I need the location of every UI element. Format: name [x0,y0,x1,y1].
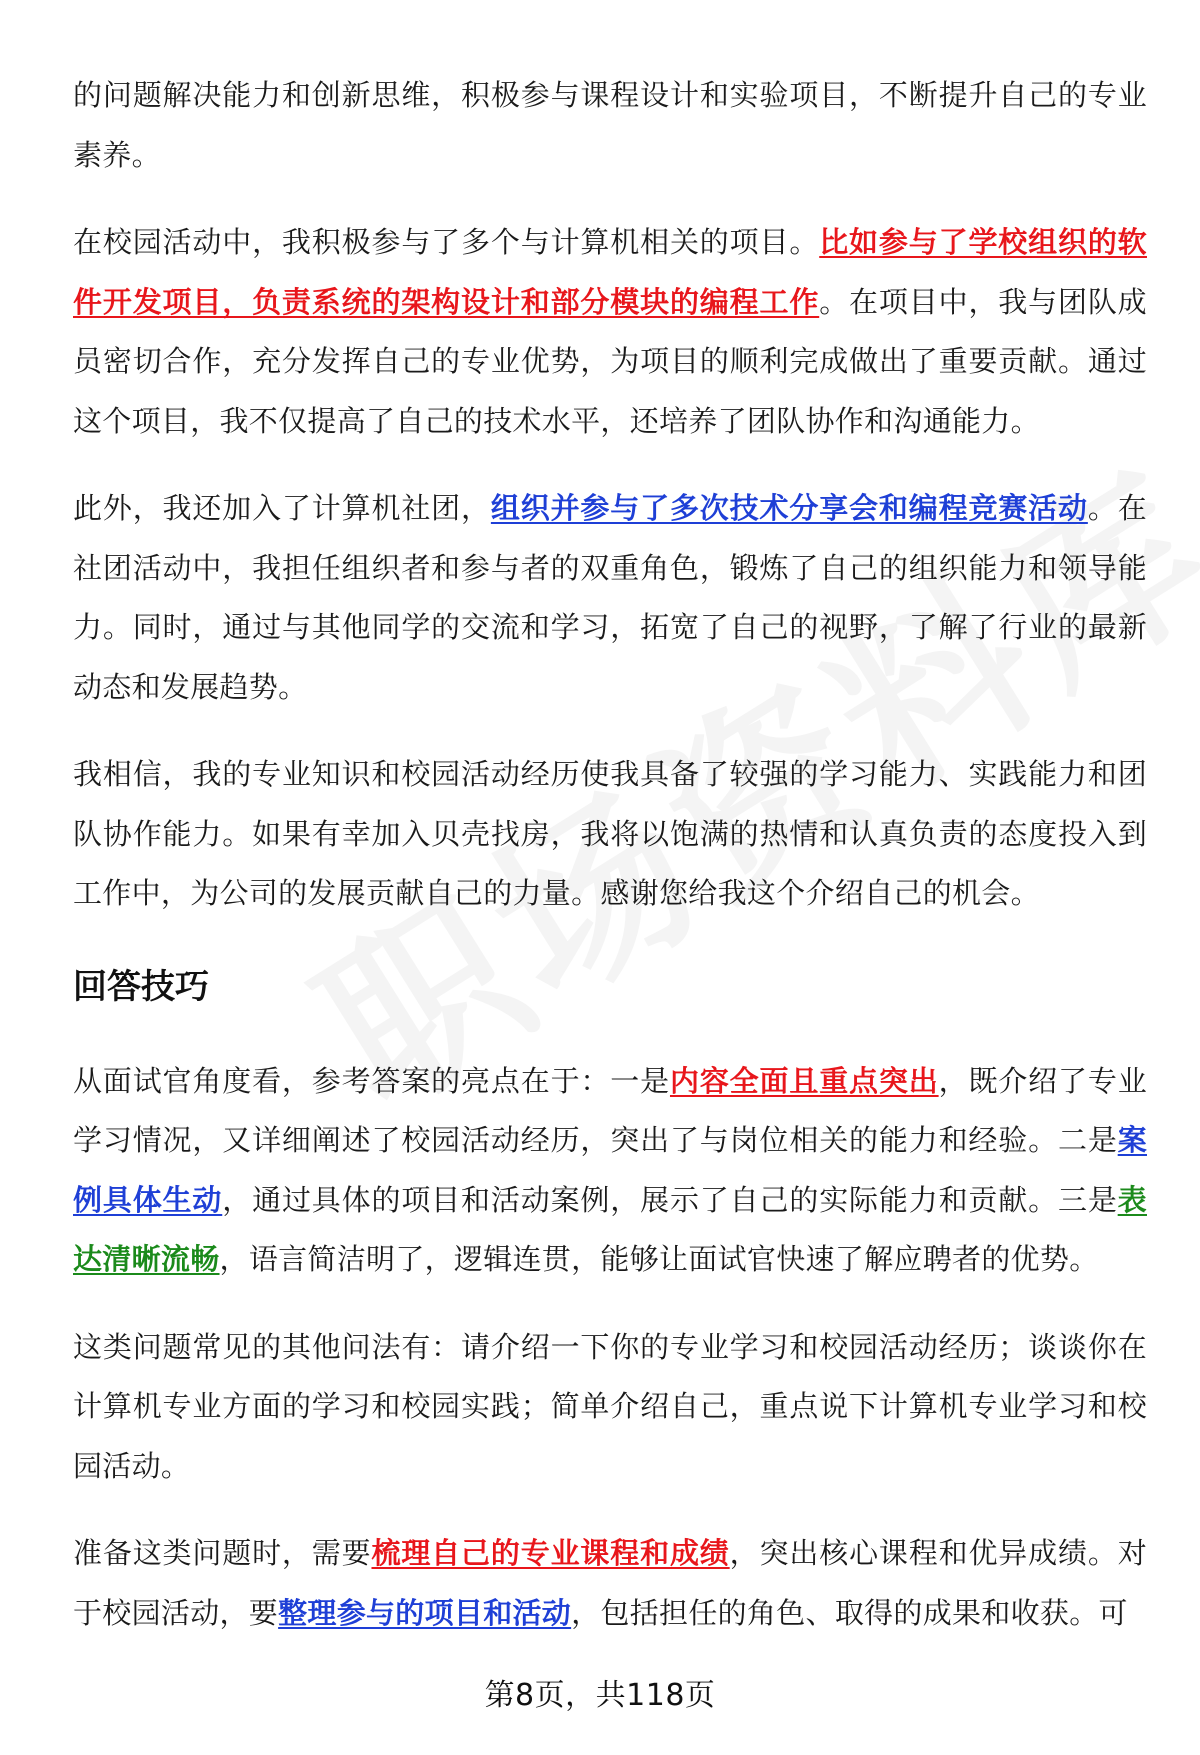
highlighted-text: 比如参与了学校组织的软件开发项目，负责系统的架构设计和部分模块的编程工作 [73,225,1147,319]
document-page [73,66,1147,1671]
body-text: ，语言简洁明了，逻辑连贯，能够让面试官快速了解应聘者的优势。 [219,1242,1099,1276]
highlighted-text: 梳理自己的专业课程和成绩 [371,1536,730,1570]
body-text: ，通过具体的项目和活动案例，展示了自己的实际能力和贡献。三是 [222,1182,1118,1217]
paragraph [73,1524,1147,1643]
highlighted-text: 内容全面且重点突出 [669,1063,939,1098]
body-text: 。在项目中，我与团队成员密切合作，充分发挥自己的专业优势，为项目的顺利完成做出了重要贡献。通过这个项目，我不仅提高了自己的技术水平，还培养了团队协作和沟通能力。 [73,284,1147,438]
body-text: 这类问题常见的其他问法有：请介绍一下你的专业学习和校园活动经历；谈谈你在计算机专业方面的学习和校园实践；简单介绍自己，重点说下计算机专业学习和校园活动。 [73,1329,1147,1483]
body-text: 我相信，我的专业知识和校园活动经历使我具备了较强的学习能力、实践能力和团队协作能力。如果有幸加入贝壳找房，我将以饱满的热情和认真负责的态度投入到工作中，为公司的发展贡献自己的力量。感谢您给我这个介绍自己的机会。 [73,757,1147,910]
paragraph [73,1052,1147,1290]
highlighted-text: 组织并参与了多次技术分享会和编程竞赛活动 [490,491,1088,525]
section-heading: 回答技巧 [73,966,209,1007]
body-text: 此外，我还加入了计算机社团， [73,491,491,525]
highlighted-text: 整理参与的项目和活动 [278,1595,572,1630]
answer-section [73,66,1147,924]
paragraph [73,745,1147,924]
body-text: 。在社团活动中，我担任组织者和参与者的双重角色，锻炼了自己的组织能力和领导能力。同时，通过与其他同学的交流和学习，拓宽了自己的视野，了解了行业的最新动态和发展趋势。 [73,491,1147,704]
body-text: 从面试官角度看，参考答案的亮点在于：一是 [73,1063,670,1098]
body-text: ，突出核心课程和优异成绩。对于校园活动，要 [73,1536,1147,1630]
body-text: ，包括担任的角色、取得的成果和收获。可 [571,1595,1128,1630]
page-number: 第8页，共118页 [484,1678,716,1713]
paragraph [73,1318,1147,1497]
body-text: 的问题解决能力和创新思维，积极参与课程设计和实验项目，不断提升自己的专业素养。 [73,78,1147,172]
tips-section [73,1052,1147,1644]
paragraph [73,479,1147,717]
body-text: 准备这类问题时，需要 [73,1536,372,1570]
paragraph [73,213,1147,451]
highlighted-text: 案例具体生动 [73,1123,1147,1217]
body-text: 在校园活动中，我积极参与了多个与计算机相关的项目。 [73,225,820,259]
body-text: ，既介绍了专业学习情况，又详细阐述了校园活动经历，突出了与岗位相关的能力和经验。二是 [73,1063,1147,1157]
highlighted-text: 表达清晰流畅 [73,1182,1147,1276]
paragraph [73,66,1147,185]
